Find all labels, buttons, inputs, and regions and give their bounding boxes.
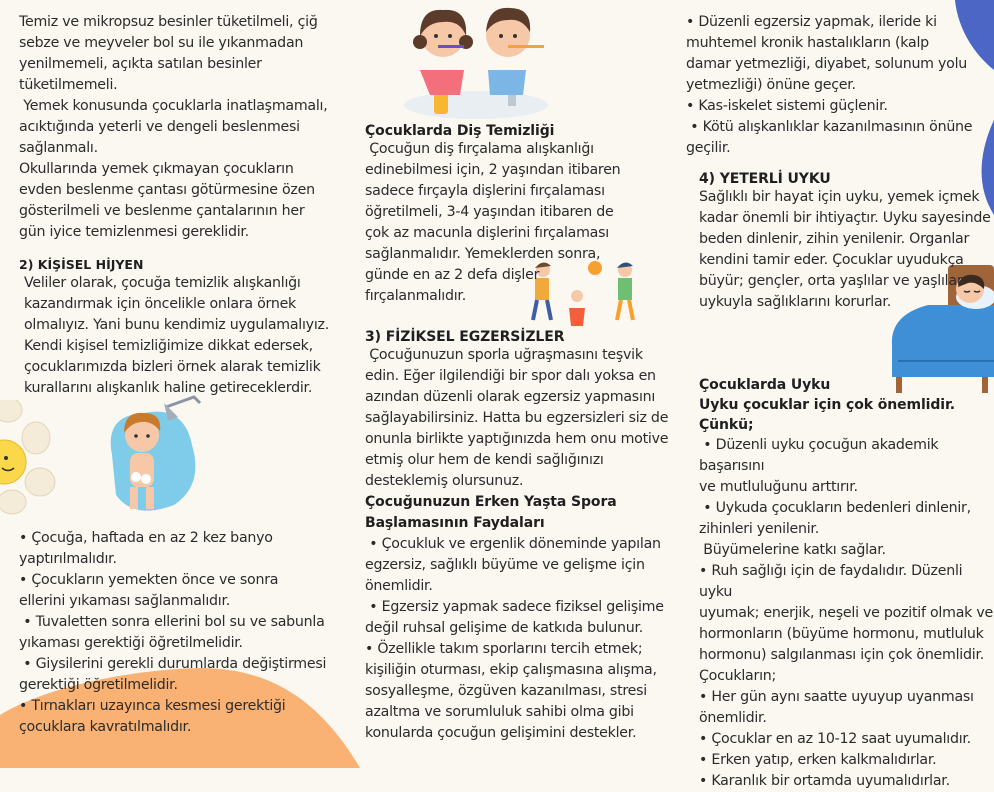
text-line: Sağlıklı bir hayat için uyku, yemek içmek: [699, 189, 980, 205]
text-line: çocuklarımızda bizleri örnek alarak temizlik: [24, 359, 321, 375]
text-line: azaltma ve sorumluluk sahibi olma gibi: [365, 704, 634, 720]
nutrition-text: [19, 12, 339, 243]
text-line: muhtemel kronik hastalıkların (kalp: [686, 35, 929, 51]
text-line: • Uykuda çocukların bedenleri dinlenir,: [699, 500, 971, 516]
text-line: Yemek konusunda çocuklarla inatlaşmamalı,: [19, 98, 328, 114]
text-line: tüketilmemeli.: [19, 77, 118, 93]
kids-sleep: [699, 375, 994, 792]
dental-heading: Çocuklarda Diş Temizliği: [365, 123, 555, 139]
text-line: değil ruhsal gelişime de katkıda bulunur.: [365, 620, 644, 636]
kids-sleep-heading: [699, 375, 994, 435]
text-line: sağlanmalıdır. Yemeklerden sonra,: [365, 246, 601, 262]
text-line: geçilir.: [686, 140, 731, 156]
dental-text: [365, 139, 675, 307]
text-line: sağlanmalı.: [19, 140, 98, 156]
exercise-benefits: [686, 12, 994, 159]
text-line: sadece fırçayla dişlerini fırçalaması: [365, 183, 605, 199]
text-line: Çocuklarda Uyku: [699, 377, 831, 393]
text-line: büyür; gençler, orta yaşlılar ve yaşlılar: [699, 273, 963, 289]
column-3: [686, 12, 994, 313]
text-line: • Tuvaletten sonra ellerini bol su ve sabunla: [19, 614, 325, 630]
text-line: edin. Eğer ilgilendiği bir spor dalı yoksa en: [365, 368, 656, 384]
text-line: etmiş olur hem de kendi sağlığınızı: [365, 452, 604, 468]
text-line: Çocuğunuzun sporla uğraşmasını teşvik: [365, 347, 643, 363]
text-line: ellerini yıkaması sağlanmalıdır.: [19, 593, 231, 609]
text-line: Veliler olarak, çocuğa temizlik alışkanlığı: [24, 275, 301, 291]
text-line: kazandırmak için öncelikle onlara örnek: [24, 296, 297, 312]
text-line: gün iyice temizlenmesi gereklidir.: [19, 224, 249, 240]
text-line: beden dinlenir, zihin yenilenir. Organlar: [699, 231, 970, 247]
text-line: • Çocukluk ve ergenlik döneminde yapılan: [365, 536, 661, 552]
column-2: [365, 123, 675, 744]
text-line: yenilmemeli, açıkta satılan besinler: [19, 56, 262, 72]
text-line: uykuyla sağlıklarını korurlar.: [699, 294, 891, 310]
text-line: önemlidir.: [365, 578, 433, 594]
hygiene-heading: 2) KİŞİSEL HİJYEN: [19, 257, 144, 272]
text-line: çok az macunla dişlerini fırçalaması: [365, 225, 609, 241]
text-line: Büyümelerine katkı sağlar.: [699, 542, 886, 558]
sleep-text: [686, 187, 994, 313]
text-line: olmalıyız. Yani bunu kendimiz uygulamalıyız.: [24, 317, 329, 333]
text-line: evden beslenme çantası götürmesine özen: [19, 182, 315, 198]
column-1: [19, 12, 339, 399]
text-line: hormonu) salgılanması için çok önemlidir.: [699, 647, 984, 663]
text-line: ve mutluluğunu arttırır.: [699, 479, 858, 495]
text-line: egzersiz, sağlıklı büyüme ve gelişme için: [365, 557, 645, 573]
text-line: • Tırnakları uzayınca kesmesi gerektiği: [19, 698, 286, 714]
text-line: • Düzenli egzersiz yapmak, ileride ki: [686, 14, 937, 30]
text-line: fırçalanmalıdır.: [365, 288, 466, 304]
text-line: Başlamasının Faydaları: [365, 515, 545, 531]
text-line: • Erken yatıp, erken kalkmalıdırlar.: [699, 752, 937, 768]
text-line: onunla birlikte yaptığınızda hem onu motive: [365, 431, 669, 447]
text-line: Çocukların;: [699, 668, 777, 684]
text-line: uyumak; enerjik, neşeli ve pozitif olmak ve: [699, 605, 993, 621]
flower-icon: [0, 400, 62, 515]
text-line: • Çocuğa, haftada en az 2 kez banyo: [19, 530, 273, 546]
shower-child-icon: [104, 395, 212, 525]
sleep-heading: 4) YETERLİ UYKU: [699, 171, 831, 187]
kids-sleep-text: [699, 435, 994, 792]
text-line: Okullarında yemek çıkmayan çocukların: [19, 161, 294, 177]
text-line: • Özellikle takım sporlarını tercih etmek;: [365, 641, 643, 657]
exercise-text: [365, 345, 675, 492]
text-line: • Her gün aynı saatte uyuyup uyanması: [699, 689, 974, 705]
text-line: sosyalleşme, özgüven kazanılması, stresi: [365, 683, 647, 699]
text-line: • Kas-iskelet sistemi güçlenir.: [686, 98, 888, 114]
sport-heading: [365, 492, 675, 534]
text-line: azından düzenli olarak egzersiz yapmasını: [365, 389, 656, 405]
text-line: önemlidir.: [699, 710, 767, 726]
text-line: kurallarını alışkanlık haline getireceklerdir.: [24, 380, 313, 396]
text-line: • Karanlık bir ortamda uyumalıdırlar.: [699, 773, 950, 789]
hygiene-bullets: [19, 528, 339, 738]
text-line: zihinleri yenilenir.: [699, 521, 819, 537]
text-line: gerektiği öğretilmelidir.: [19, 677, 178, 693]
text-line: yetmezliği) önüne geçer.: [686, 77, 856, 93]
text-line: Çocuğun diş fırçalama alışkanlığı: [365, 141, 594, 157]
text-line: damar yetmezliği, diyabet, solunum yolu: [686, 56, 968, 72]
text-line: • Çocukların yemekten önce ve sonra: [19, 572, 279, 588]
text-line: Uyku çocuklar için çok önemlidir. Çünkü;: [699, 397, 960, 433]
hygiene-text: [19, 273, 339, 399]
text-line: • Egzersiz yapmak sadece fiziksel gelişime: [365, 599, 664, 615]
text-line: hormonların (büyüme hormonu, mutluluk: [699, 626, 984, 642]
text-line: kendini tamir eder. Çocuklar uyudukça: [699, 252, 964, 268]
text-line: acıktığında yeterli ve dengeli beslenmesi: [19, 119, 300, 135]
text-line: çocuklara kavratılmalıdır.: [19, 719, 192, 735]
text-line: sağlayabilirsiniz. Hatta bu egzersizleri siz de: [365, 410, 669, 426]
text-line: Temiz ve mikropsuz besinler tüketilmeli, çiğ: [19, 14, 318, 30]
text-line: edinebilmesi için, 2 yaşından itibaren: [365, 162, 621, 178]
text-line: • Giysilerini gerekli durumlarda değiştirmesi: [19, 656, 327, 672]
sport-text: [365, 534, 675, 744]
text-line: öğretilmeli, 3-4 yaşından itibaren de: [365, 204, 614, 220]
text-line: Çocuğunuzun Erken Yaşta Spora: [365, 494, 617, 510]
teeth-brushing-kids-icon: [398, 0, 553, 125]
text-line: Kendi kişisel temizliğimize dikkat edersek,: [24, 338, 313, 354]
text-line: • Düzenli uyku çocuğun akademik başarısını: [699, 437, 943, 474]
text-line: kişiliğin oturması, ekip çalışmasına alışma,: [365, 662, 657, 678]
exercise-heading: 3) FİZİKSEL EGZERSİZLER: [365, 329, 565, 345]
text-line: • Kötü alışkanlıklar kazanılmasının önüne: [686, 119, 973, 135]
text-line: • Çocuklar en az 10-12 saat uyumalıdır.: [699, 731, 971, 747]
text-line: yaptırılmalıdır.: [19, 551, 117, 567]
text-line: kadar önemli bir ihtiyaçtır. Uyku sayesinde: [699, 210, 991, 226]
text-line: yıkaması gerektiği öğretilmelidir.: [19, 635, 243, 651]
text-line: gösterilmeli ve beslenme çantalarının her: [19, 203, 305, 219]
text-line: sebze ve meyveler bol su ile yıkanmadan: [19, 35, 304, 51]
text-line: günde en az 2 defa dişler: [365, 267, 540, 283]
text-line: konularda çocuğun gelişimini destekler.: [365, 725, 637, 741]
text-line: • Ruh sağlığı için de faydalıdır. Düzenli uyku: [699, 563, 967, 600]
text-line: desteklemiş olursunuz.: [365, 473, 524, 489]
